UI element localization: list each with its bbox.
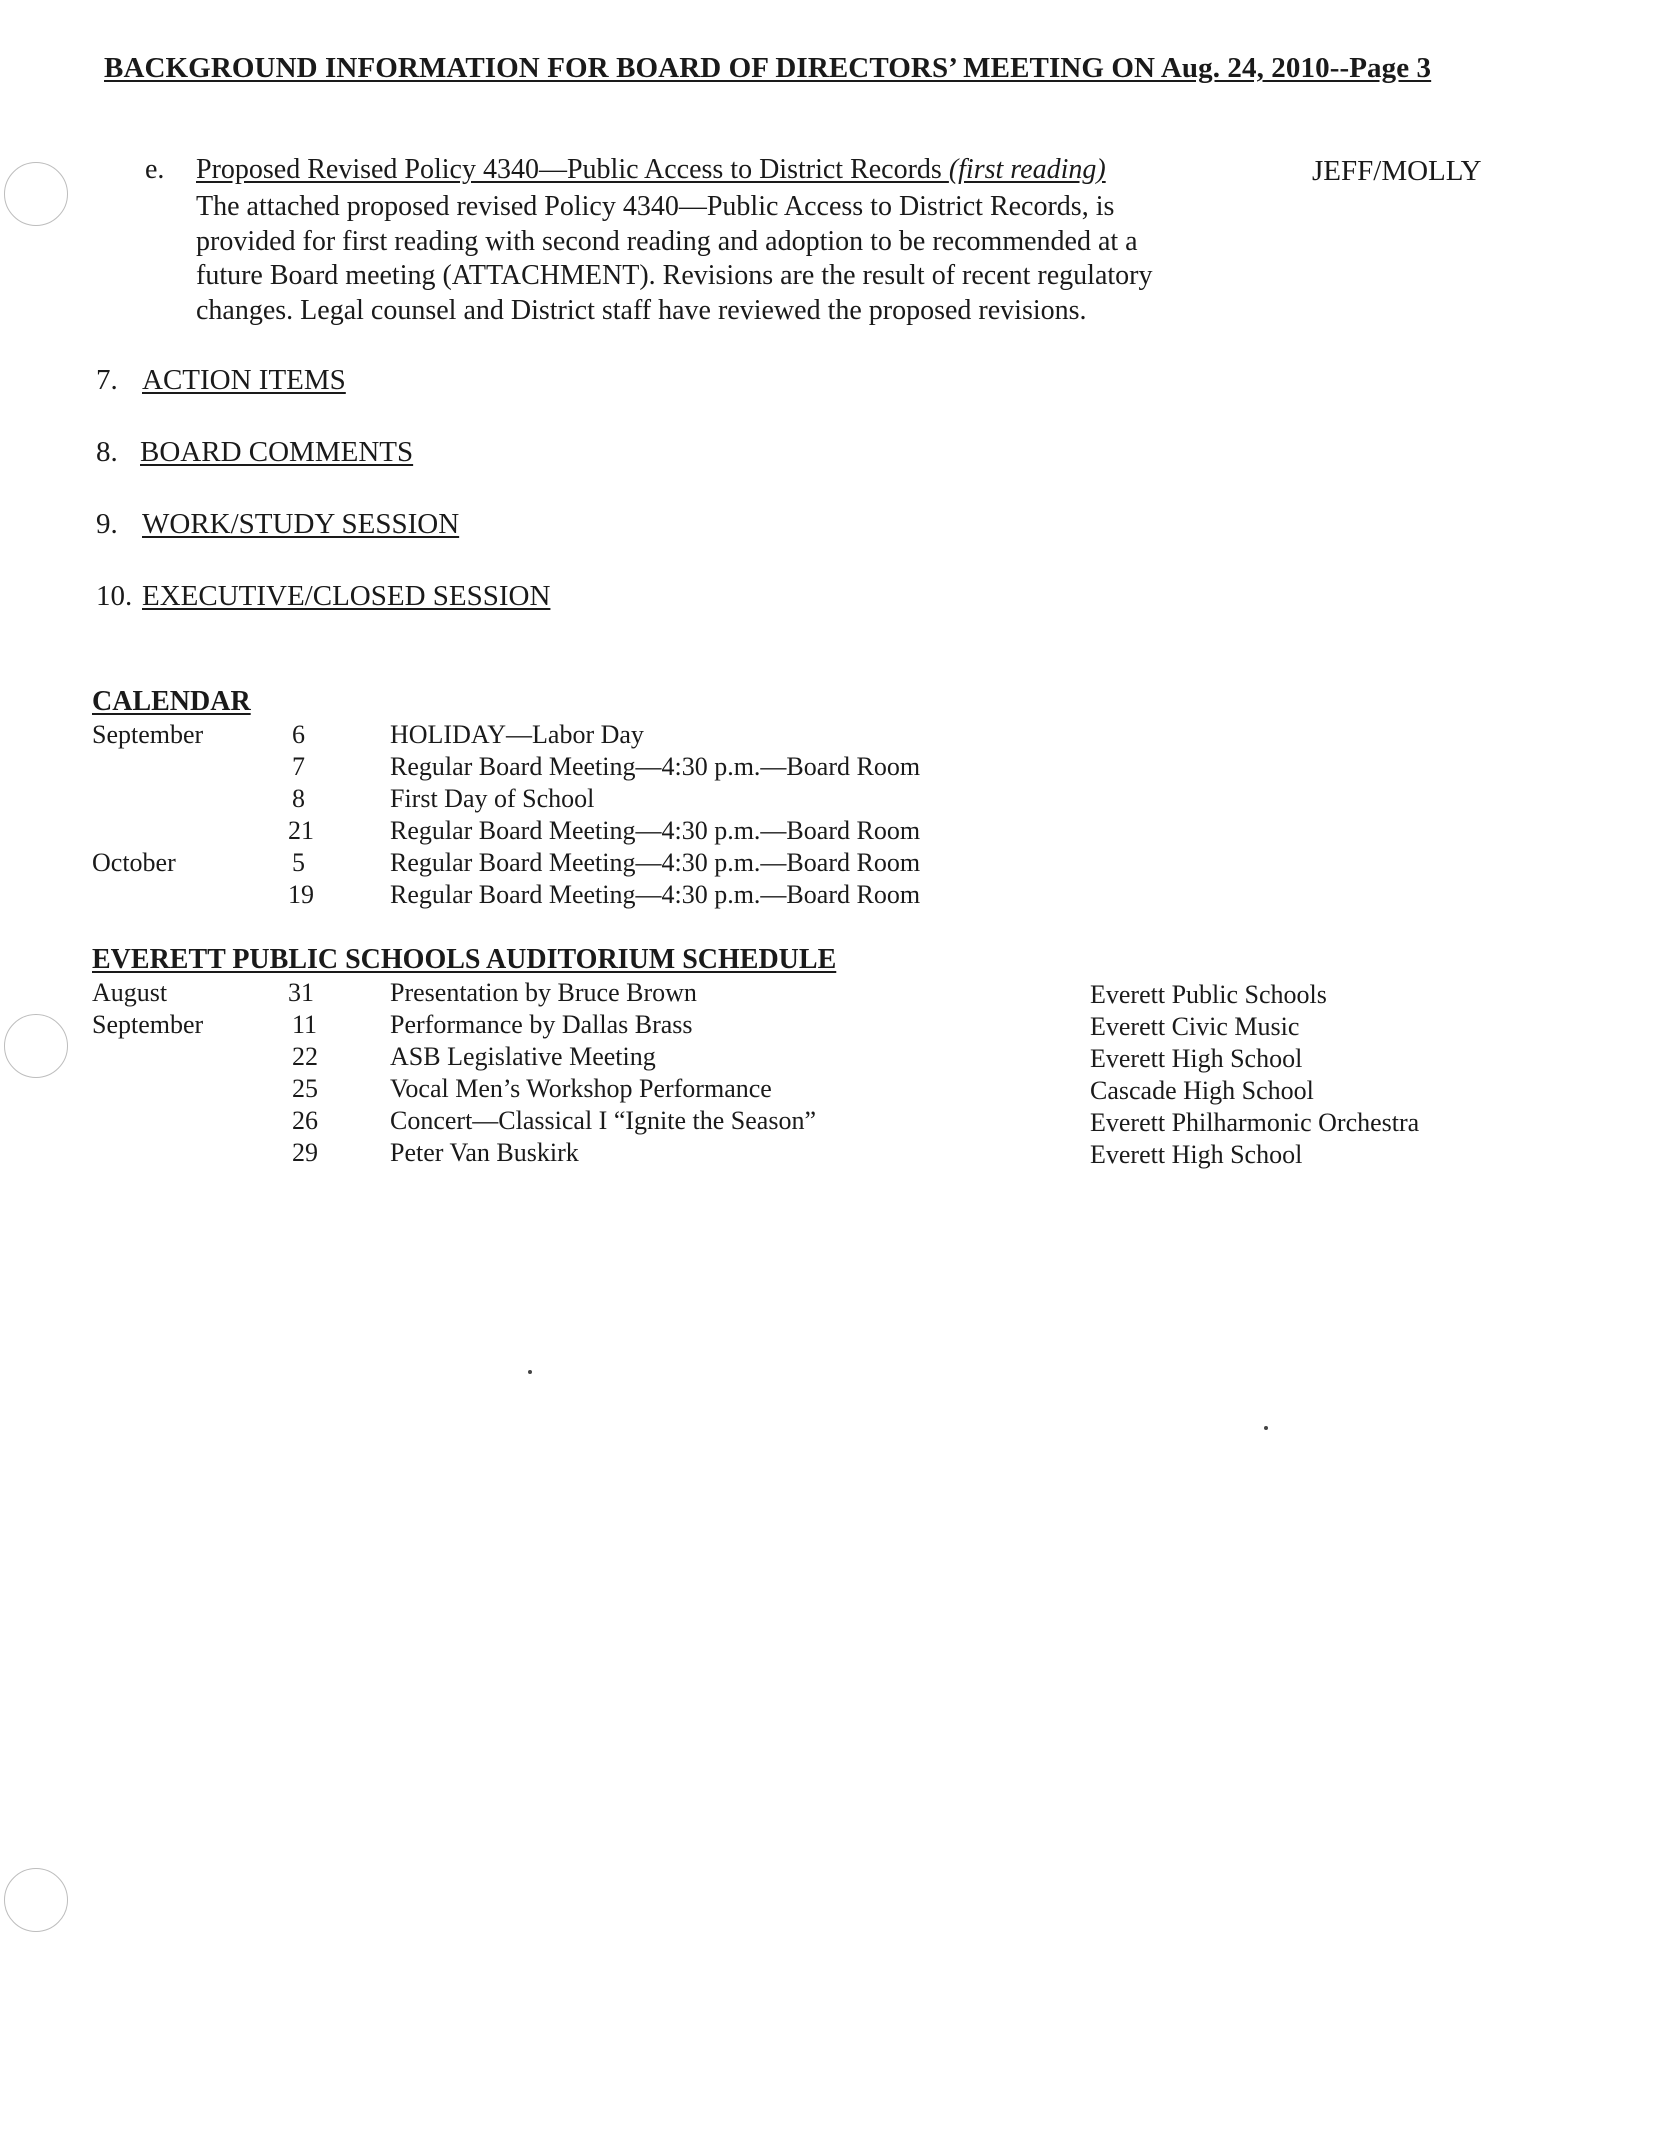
calendar-month: October <box>92 848 176 877</box>
page-header: BACKGROUND INFORMATION FOR BOARD OF DIRECTORS’ MEETING ON Aug. 24, 2010--Page 3 <box>104 52 1432 84</box>
calendar-day: 21 <box>288 816 314 845</box>
auditorium-event: Concert—Classical I “Ignite the Season” <box>390 1106 816 1135</box>
scan-speck <box>1264 1426 1268 1430</box>
agenda-item-executive-closed-session: EXECUTIVE/CLOSED SESSION <box>142 580 551 612</box>
auditorium-day: 11 <box>292 1010 318 1039</box>
calendar-day: 5 <box>292 848 305 877</box>
auditorium-event: Performance by Dallas Brass <box>390 1010 693 1039</box>
auditorium-day: 25 <box>292 1074 318 1103</box>
punch-hole-top <box>4 162 68 226</box>
calendar-heading: CALENDAR <box>92 686 251 717</box>
calendar-event: Regular Board Meeting—4:30 p.m.—Board Room <box>390 848 921 877</box>
calendar-day: 19 <box>288 880 314 909</box>
auditorium-event: Peter Van Buskirk <box>390 1138 579 1167</box>
calendar-event: HOLIDAY—Labor Day <box>390 720 644 749</box>
auditorium-day: 22 <box>292 1042 318 1071</box>
auditorium-event: Vocal Men’s Workshop Performance <box>390 1074 772 1103</box>
item-e-line: provided for first reading with second reading and adoption to be recommended at a <box>196 225 1138 257</box>
calendar-month: September <box>92 720 204 749</box>
punch-hole-middle <box>4 1014 68 1078</box>
agenda-number-7: 7. <box>96 364 118 396</box>
agenda-number-10: 10. <box>96 580 133 612</box>
auditorium-host: Everett Philharmonic Orchestra <box>1090 1108 1420 1137</box>
agenda-item-board-comments: BOARD COMMENTS <box>140 436 414 468</box>
calendar-day: 8 <box>292 784 305 813</box>
auditorium-event: ASB Legislative Meeting <box>390 1042 656 1071</box>
calendar-day: 6 <box>292 720 305 749</box>
calendar-day: 7 <box>292 752 305 781</box>
item-e-line: future Board meeting (ATTACHMENT). Revisions are the result of recent regulatory <box>196 260 1153 291</box>
item-e-title-text: Proposed Revised Policy 4340—Public Access to District Records <box>196 154 949 185</box>
auditorium-event: Presentation by Bruce Brown <box>390 978 697 1007</box>
item-e-letter: e. <box>145 154 165 185</box>
auditorium-host: Everett Public Schools <box>1090 980 1327 1009</box>
item-e-presenter: JEFF/MOLLY <box>1312 155 1482 187</box>
auditorium-day: 26 <box>292 1106 318 1135</box>
item-e-description <box>196 190 1256 328</box>
calendar-event: Regular Board Meeting—4:30 p.m.—Board Room <box>390 752 921 781</box>
scan-speck <box>528 1370 532 1374</box>
calendar-event: First Day of School <box>390 784 595 813</box>
auditorium-month: August <box>92 978 168 1007</box>
auditorium-day: 29 <box>292 1138 318 1167</box>
agenda-number-8: 8. <box>96 436 118 468</box>
agenda-item-action-items: ACTION ITEMS <box>142 364 346 396</box>
calendar-event: Regular Board Meeting—4:30 p.m.—Board Room <box>390 816 921 845</box>
auditorium-host: Everett Civic Music <box>1090 1012 1300 1041</box>
auditorium-day: 31 <box>288 978 314 1007</box>
punch-hole-bottom <box>4 1868 68 1932</box>
agenda-item-work-study-session: WORK/STUDY SESSION <box>142 508 460 540</box>
agenda-number-9: 9. <box>96 508 118 540</box>
auditorium-host: Everett High School <box>1090 1044 1303 1073</box>
auditorium-host: Everett High School <box>1090 1140 1303 1169</box>
item-e-line: The attached proposed revised Policy 4340—Public Access to District Records, is <box>196 191 1115 222</box>
item-e-line: changes. Legal counsel and District staff have reviewed the proposed revisions. <box>196 294 1087 326</box>
auditorium-heading: EVERETT PUBLIC SCHOOLS AUDITORIUM SCHEDULE <box>92 944 837 975</box>
auditorium-host: Cascade High School <box>1090 1076 1314 1105</box>
auditorium-month: September <box>92 1010 204 1039</box>
calendar-event: Regular Board Meeting—4:30 p.m.—Board Room <box>390 880 921 909</box>
item-e-title-note: (first reading) <box>948 154 1106 185</box>
item-e-title <box>196 154 1106 186</box>
